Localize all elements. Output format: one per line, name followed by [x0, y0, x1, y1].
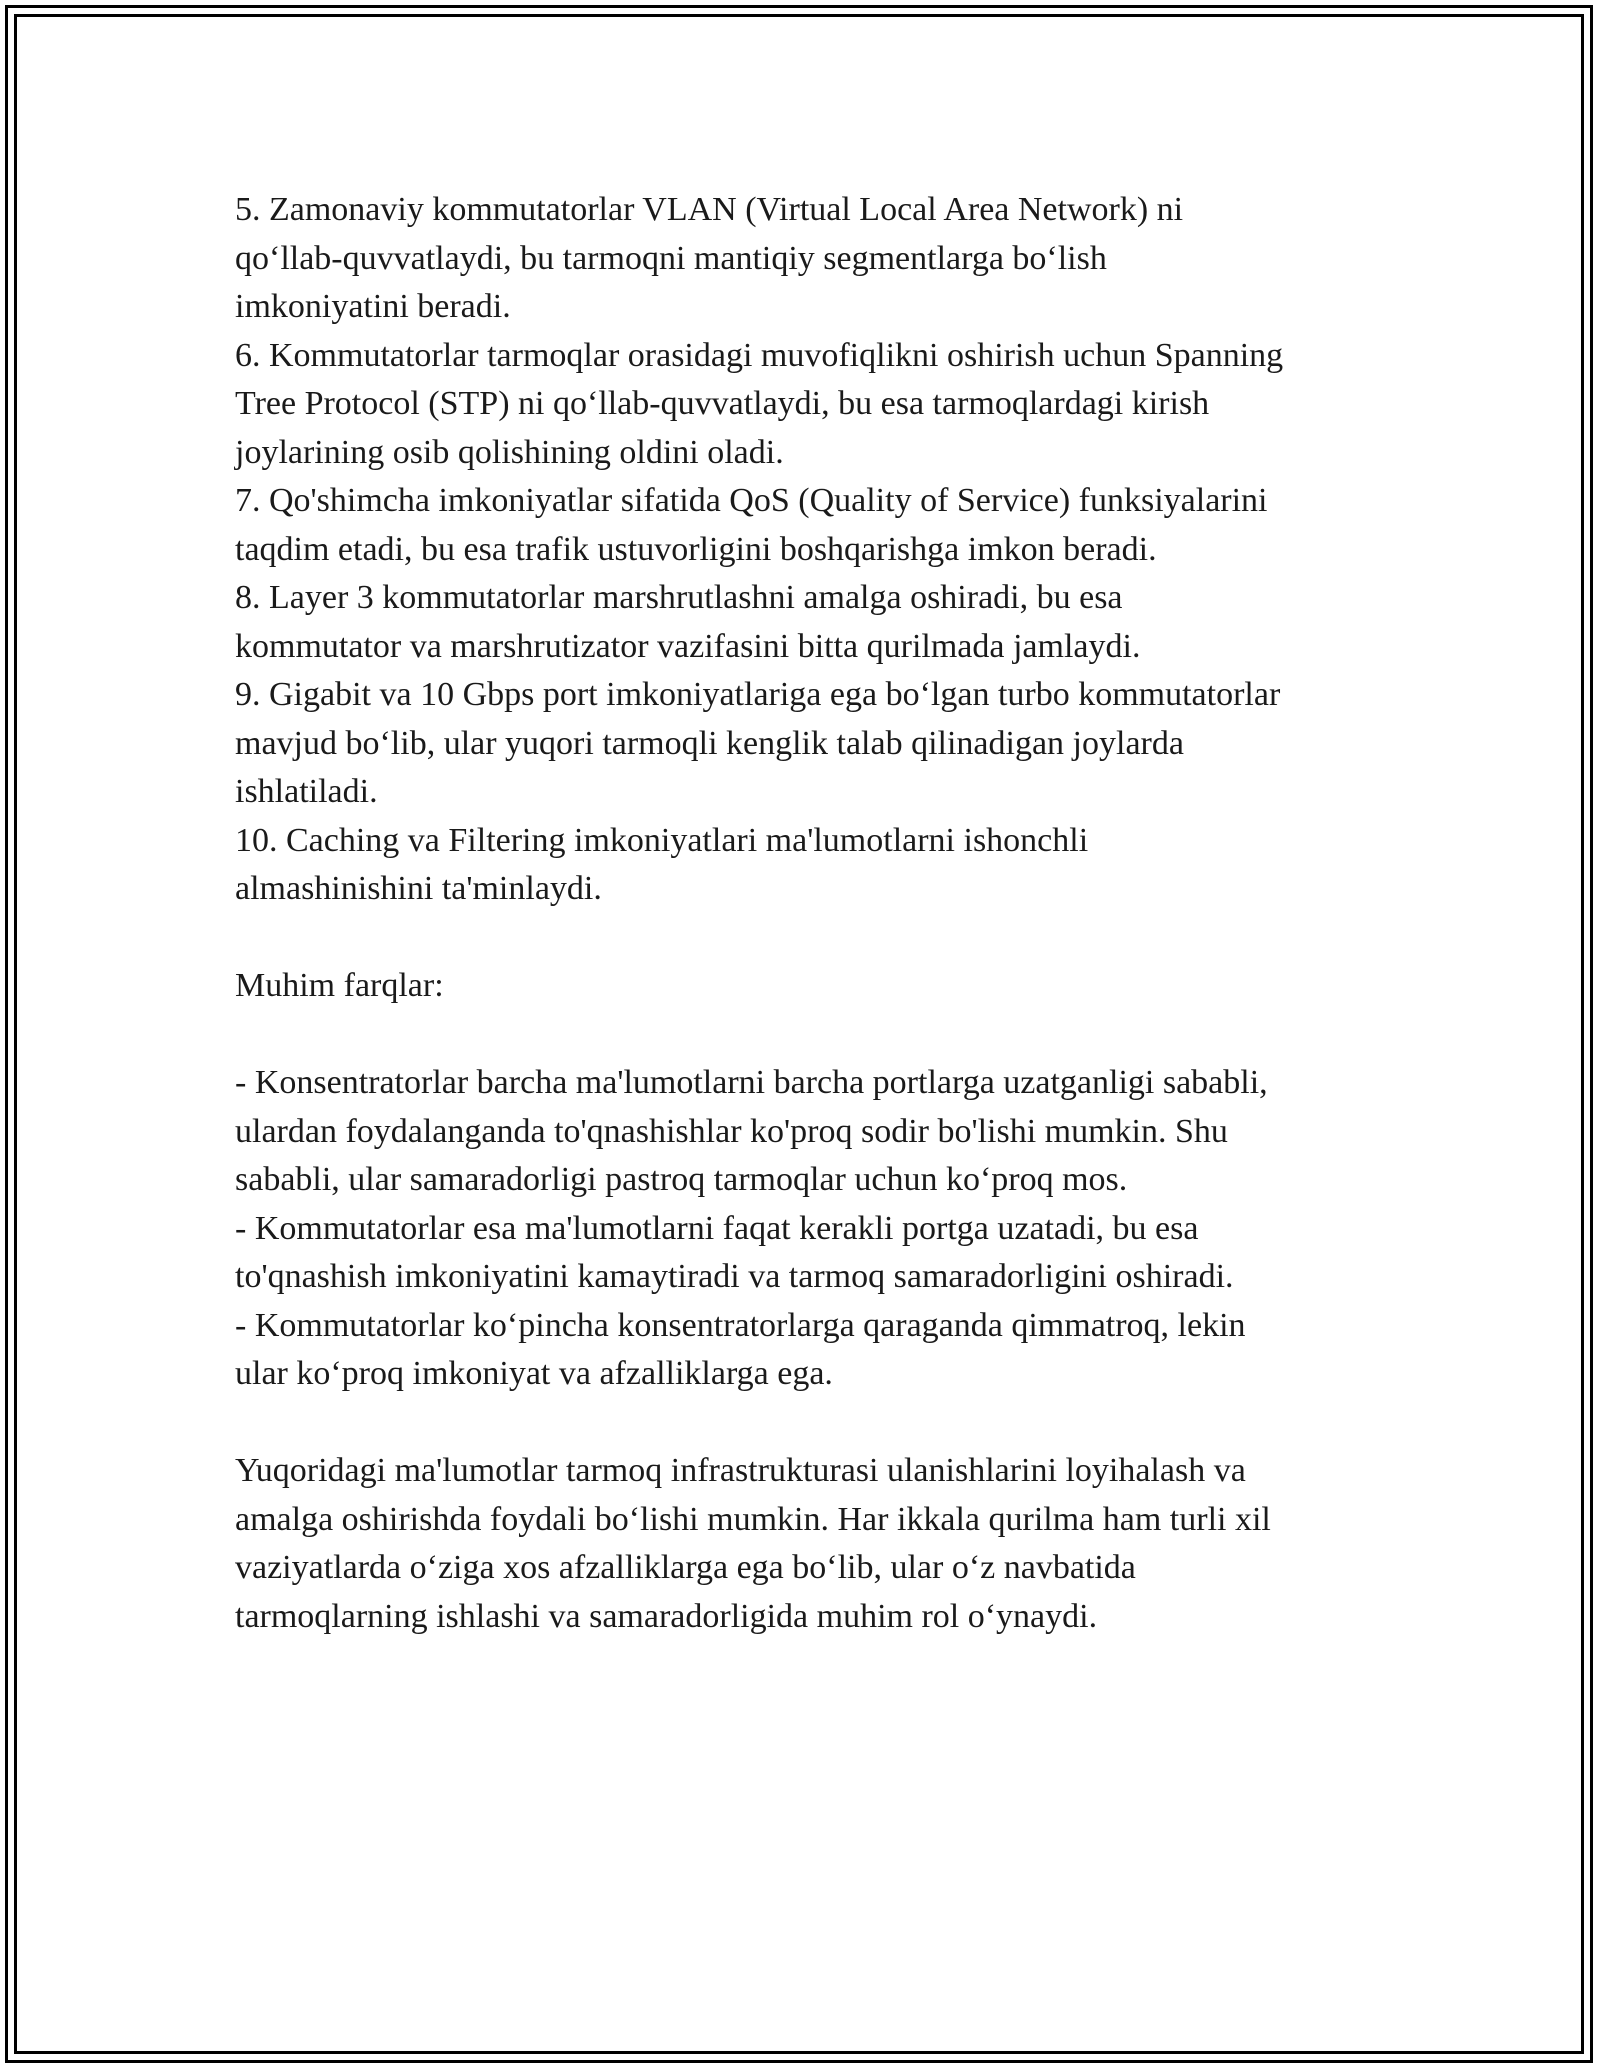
text-line: - Kommutatorlar ko‘pincha konsentratorlarga qaraganda qimmatroq, lekin	[235, 1306, 1246, 1344]
text-line: 7. Qo'shimcha imkoniyatlar sifatida QoS (Quality of Service) funksiyalarini	[235, 482, 1268, 519]
text-line: amalga oshirishda foydali bo‘lishi mumkin. Har ikkala qurilma ham turli xil	[235, 1500, 1271, 1538]
text-line: to'qnashish imkoniyatini kamaytiradi va tarmoq samaradorligini oshiradi.	[235, 1258, 1234, 1295]
text-line: 5. Zamonaviy kommutatorlar VLAN (Virtual Local Area Network) ni	[235, 191, 1184, 228]
list-item	[235, 574, 1375, 671]
text-line: qo‘llab-quvvatlaydi, bu tarmoqni mantiqiy segmentlarga bo‘lish	[235, 239, 1107, 277]
list-item	[235, 477, 1375, 574]
list-item	[235, 1205, 1375, 1302]
text-line: imkoniyatini beradi.	[235, 288, 511, 325]
list-item	[235, 1059, 1375, 1205]
text-line: Yuqoridagi ma'lumotlar tarmoq infrastrukturasi ulanishlarini loyihalash va	[235, 1452, 1246, 1489]
text-line: 10. Caching va Filtering imkoniyatlari ma'lumotlarni ishonchli	[235, 821, 1089, 859]
list-item	[235, 817, 1375, 914]
text-line: ular ko‘proq imkoniyat va afzalliklarga ega.	[235, 1355, 833, 1392]
text-line: taqdim etadi, bu esa trafik ustuvorligini boshqarishga imkon beradi.	[235, 530, 1157, 568]
text-line: kommutator va marshrutizator vazifasini bitta qurilmada jamlaydi.	[235, 627, 1141, 665]
paragraph-gap	[235, 1399, 1375, 1448]
text-line: ishlatiladi.	[235, 773, 378, 810]
text-line: Tree Protocol (STP) ni qo‘llab-quvvatlaydi, bu esa tarmoqlardagi kirish	[235, 385, 1210, 422]
paragraph-gap	[235, 914, 1375, 963]
text-line: mavjud bo‘lib, ular yuqori tarmoqli kenglik talab qilinadigan joylarda	[235, 724, 1184, 762]
text-line: 8. Layer 3 kommutatorlar marshrutlashni amalga oshiradi, bu esa	[235, 579, 1123, 616]
text-line: sababli, ular samaradorligi pastroq tarmoqlar uchun ko‘proq mos.	[235, 1161, 1128, 1198]
differences-list	[235, 1059, 1375, 1399]
numbered-list	[235, 186, 1375, 914]
text-line: vaziyatlarda o‘ziga xos afzalliklarga ega bo‘lib, ular o‘z navbatida	[235, 1549, 1136, 1586]
text-line: 6. Kommutatorlar tarmoqlar orasidagi muvofiqlikni oshirish uchun Spanning	[235, 336, 1284, 374]
text-line: tarmoqlarning ishlashi va samaradorligida muhim rol o‘ynaydi.	[235, 1597, 1098, 1635]
list-item	[235, 671, 1375, 817]
document-body	[235, 186, 1375, 1641]
text-line: joylarining osib qolishining oldini oladi.	[235, 433, 784, 471]
list-item	[235, 186, 1375, 332]
list-item	[235, 1302, 1375, 1399]
text-line: 9. Gigabit va 10 Gbps port imkoniyatlariga ega bo‘lgan turbo kommutatorlar	[235, 676, 1281, 713]
conclusion-paragraph	[235, 1447, 1375, 1641]
list-item	[235, 332, 1375, 478]
section-heading: Muhim farqlar:	[235, 967, 444, 1004]
text-line: ulardan foydalanganda to'qnashishlar ko'proq sodir bo'lishi mumkin. Shu	[235, 1112, 1228, 1150]
text-line: almashinishini ta'minlaydi.	[235, 870, 602, 907]
text-line: - Kommutatorlar esa ma'lumotlarni faqat kerakli portga uzatadi, bu esa	[235, 1209, 1199, 1247]
paragraph-gap	[235, 1011, 1375, 1060]
text-line: - Konsentratorlar barcha ma'lumotlarni barcha portlarga uzatganligi sababli,	[235, 1064, 1268, 1101]
